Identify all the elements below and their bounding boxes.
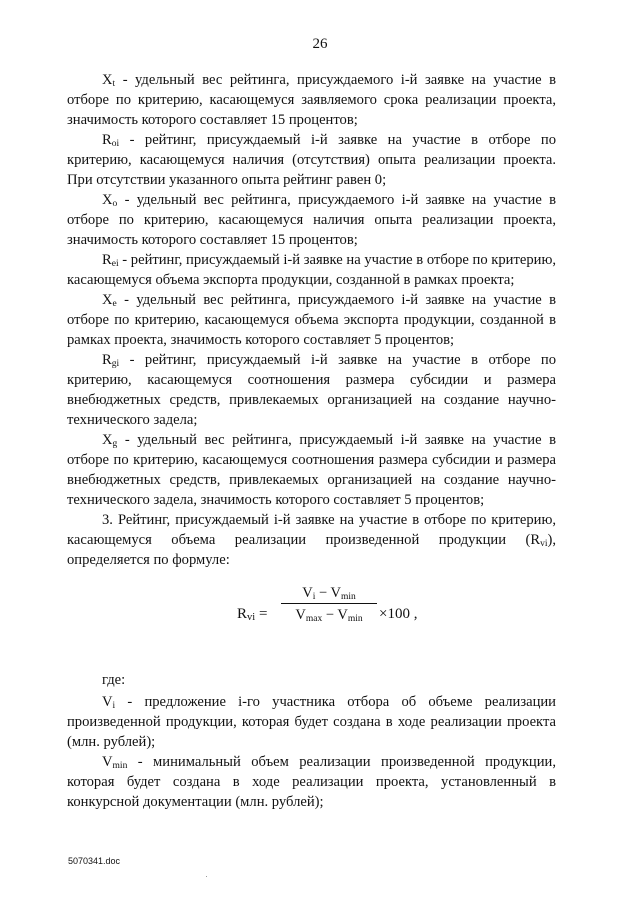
symbol-subscript: e — [112, 299, 117, 309]
paragraph-text: - рейтинг, присуждаемый i-й заявке на участие в отборе по критерию, касающемуся соотношения размера субсидии и размера внебюджетных средств, привлекаемых организацией на создание научно-технического задела; — [67, 352, 556, 428]
paragraph-xo — [67, 190, 556, 250]
den-subscript-a: max — [305, 614, 323, 624]
paragraph-text: - удельный вес рейтинга, присуждаемого i-й заявке на участие в отборе по критерию, касающемуся наличия опыта реализации проекта, значимость которого составляет 15 процентов; — [67, 192, 556, 248]
symbol-subscript: g — [112, 439, 118, 449]
num-subscript-a: i — [312, 592, 316, 602]
definition-text: - предложение i-го участника отбора об объеме реализации произведенной продукции, которая будет создана в ходе реализации проекта (млн. рублей); — [67, 694, 556, 750]
den-symbol-b: V — [337, 607, 348, 623]
formula-lhs-symbol: R — [237, 606, 248, 622]
formula-rvi — [67, 584, 556, 648]
paragraph-text: - рейтинг, присуждаемый i-й заявке на участие в отборе по критерию, касающемуся объема экспорта продукции, созданной в рамках проекта; — [67, 252, 556, 288]
definition-text: - минимальный объем реализации произведенной продукции, которая будет создана в ходе реализации проекта, установленный в конкурсной документации (млн. рублей); — [67, 754, 556, 810]
formula-denominator — [281, 606, 377, 624]
paragraph-text: - удельный вес рейтинга, присуждаемого i-й заявке на участие в отборе по критерию, касающемуся объема экспорта продукции, созданной в рамках проекта, значимость которого составляет 5 процентов; — [67, 292, 556, 348]
fraction-bar — [281, 603, 377, 604]
num-subscript-b: min — [341, 592, 356, 602]
definition-vmin — [67, 752, 556, 812]
item3-subscript: vi — [540, 539, 548, 549]
definition-vi — [67, 692, 556, 752]
paragraph-text: - удельный вес рейтинга, присуждаемого i-й заявке на участие в отборе по критерию, касающемуся заявляемого срока реализации проекта, значимость которого составляет 15 процентов; — [67, 72, 556, 128]
formula-lhs — [237, 604, 267, 624]
formula-equals: = — [255, 606, 268, 622]
symbol-subscript: o — [112, 199, 118, 209]
paragraph-text: - удельный вес рейтинга, присуждаемый i-й заявке на участие в отборе по критерию, касающемуся соотношения размера субсидии и размера внебюджетных средств, привлекаемых организацией на создание научно-технического задела, значимость которого составляет 5 процентов; — [67, 432, 556, 508]
symbol-subscript: i — [112, 701, 116, 711]
symbol: R — [102, 252, 112, 268]
symbol: X — [102, 192, 113, 208]
item3-text-a: 3. Рейтинг, присуждаемый i-й заявке на участие в отборе по критерию, касающемуся объема реализации произведенной продукции (R — [67, 512, 556, 548]
num-operator: − — [315, 585, 331, 601]
symbol-subscript: min — [112, 761, 128, 771]
symbol: R — [102, 132, 112, 148]
item3-text-b: ), определяется по формуле: — [67, 532, 556, 568]
symbol: V — [102, 694, 113, 710]
den-operator: − — [322, 607, 338, 623]
symbol-subscript: oi — [111, 139, 120, 149]
document-body — [67, 70, 556, 812]
num-symbol-a: V — [302, 585, 313, 601]
footer-file-name: 5070341.doc — [68, 856, 121, 866]
symbol: X — [102, 72, 113, 88]
formula-multiplier: ×100 , — [379, 606, 418, 622]
den-symbol-a: V — [295, 607, 306, 623]
paragraph-text: - рейтинг, присуждаемый i-й заявке на участие в отборе по критерию, касающемуся наличия (отсутствия) опыта реализации проекта. При отсутствии указанного опыта рейтинг равен 0; — [67, 132, 556, 188]
formula-numerator — [281, 584, 377, 602]
paragraph-rei — [67, 250, 556, 290]
symbol-subscript: t — [112, 79, 116, 89]
paragraph-item-3 — [67, 510, 556, 570]
paragraph-xe — [67, 290, 556, 350]
formula-fraction — [281, 584, 377, 624]
paragraph-xt — [67, 70, 556, 130]
paragraph-xg — [67, 430, 556, 510]
symbol: X — [102, 432, 113, 448]
symbol-subscript: ei — [111, 259, 119, 269]
where-label: где: — [102, 672, 126, 688]
num-symbol-b: V — [330, 585, 341, 601]
symbol: V — [102, 754, 113, 770]
paragraph-rgi — [67, 350, 556, 430]
symbol: R — [102, 352, 112, 368]
paragraph-roi — [67, 130, 556, 190]
symbol-subscript: gi — [111, 359, 120, 369]
scan-speck — [206, 876, 207, 877]
symbol: X — [102, 292, 113, 308]
den-subscript-b: min — [347, 614, 363, 624]
page-number: 26 — [312, 36, 328, 52]
formula-lhs-subscript: vi — [247, 612, 256, 623]
